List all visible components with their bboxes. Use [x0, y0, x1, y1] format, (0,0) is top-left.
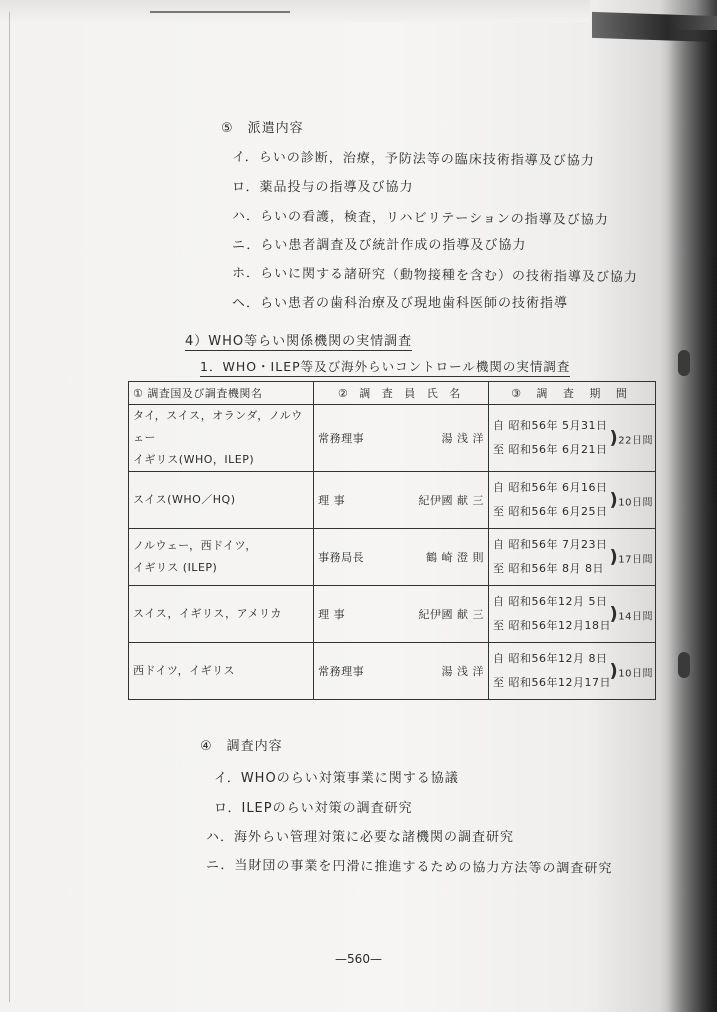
period-to: 至 昭和56年12月17日	[493, 676, 612, 689]
table-row	[129, 529, 656, 586]
country-cell	[129, 643, 314, 700]
period-to: 至 昭和56年 6月25日	[493, 505, 608, 518]
period-from: 自 昭和56年 7月23日	[493, 538, 608, 551]
country-line: スイス，イギリス，アメリカ	[133, 607, 282, 620]
period-from: 自 昭和56年 5月31日	[493, 419, 608, 432]
period-duration: )10日間	[609, 489, 653, 511]
investigator-name: 鶴 崎 澄 則	[426, 551, 485, 564]
investigator-title: 常務理事	[318, 665, 365, 678]
section-heading-contents: ④ 調査内容	[200, 739, 283, 754]
country-line: ノルウェー，西ドイツ，	[133, 539, 257, 552]
investigator-name: 紀伊國 献 三	[418, 608, 485, 621]
left-margin-rule	[9, 12, 10, 1002]
period-to: 至 昭和56年12月18日	[493, 619, 612, 632]
list-item: ロ．薬品投与の指導及び協力	[232, 180, 414, 195]
investigator-name: 紀伊國 献 三	[418, 494, 485, 507]
period-cell	[489, 405, 656, 472]
country-line: タイ，スイス，オランダ，ノルウェー	[133, 409, 303, 444]
table-header-row	[129, 382, 656, 405]
table-row	[129, 586, 656, 643]
investigator-name: 湯 浅 洋	[441, 665, 485, 678]
page-number: —560—	[335, 952, 382, 966]
list-item: ニ．らい患者調査及び統計作成の指導及び協力	[232, 238, 527, 253]
period-cell	[489, 643, 656, 700]
investigator-cell	[314, 643, 489, 700]
country-cell	[129, 405, 314, 472]
table-row	[129, 472, 656, 529]
binder-hole	[678, 350, 690, 376]
investigator-name: 湯 浅 洋	[441, 432, 485, 445]
investigator-cell	[314, 529, 489, 586]
country-line: イギリス (ILEP)	[133, 561, 218, 574]
list-item: イ．WHOのらい対策事業に関する協議	[214, 771, 459, 786]
table-row	[129, 643, 656, 700]
top-rule	[150, 11, 290, 13]
list-item: イ．らいの診断，治療，予防法等の臨床技術指導及び協力	[231, 150, 595, 169]
column-header: ③ 調 査 期 間	[489, 382, 656, 405]
list-item: ハ．海外らい管理対策に必要な諸機関の調査研究	[206, 830, 515, 845]
country-line: 西ドイツ，イギリス	[133, 664, 235, 677]
binding-shadow	[668, 30, 717, 1012]
period-to: 至 昭和56年 6月21日	[493, 443, 608, 456]
investigator-title: 事務局長	[318, 551, 365, 564]
country-cell	[129, 529, 314, 586]
period-duration: )22日間	[609, 427, 653, 449]
period-duration: )17日間	[609, 546, 653, 568]
survey-table	[128, 381, 656, 700]
investigator-title: 常務理事	[318, 432, 365, 445]
list-item: ホ．らいに関する諸研究（動物接種を含む）の技術指導及び協力	[231, 266, 639, 286]
investigator-title: 理 事	[318, 608, 346, 621]
section-heading-dispatch: ⑤ 派遣内容	[221, 121, 304, 136]
investigator-cell	[314, 405, 489, 472]
list-item: ハ．らいの看護，検査，リハビリテーションの指導及び協力	[231, 209, 609, 228]
period-from: 自 昭和56年12月 5日	[493, 595, 608, 608]
period-cell	[489, 586, 656, 643]
investigator-cell	[314, 586, 489, 643]
section-heading-survey: 4）WHO等らい関係機関の実情調査	[185, 330, 412, 351]
list-item: ニ．当財団の事業を円滑に推進するための協力方法等の調査研究	[205, 858, 613, 877]
column-header: ① 調査国及び調査機関名	[129, 382, 314, 405]
period-cell	[489, 529, 656, 586]
binder-hole	[678, 652, 690, 678]
period-duration: )10日間	[609, 660, 653, 682]
period-duration: )14日間	[609, 603, 653, 625]
country-line: イギリス(WHO，ILEP)	[133, 453, 255, 466]
country-line: スイス(WHO／HQ)	[133, 493, 236, 506]
investigator-cell	[314, 472, 489, 529]
subsection-heading: 1．WHO・ILEP等及び海外らいコントロール機関の実情調査	[200, 357, 570, 377]
period-from: 自 昭和56年 6月16日	[493, 481, 608, 494]
period-from: 自 昭和56年12月 8日	[493, 652, 608, 665]
list-item: ヘ．らい患者の歯科治療及び現地歯科医師の技術指導	[232, 296, 569, 311]
scan-top-edge	[0, 0, 590, 22]
column-header: ② 調 査 員 氏 名	[314, 382, 489, 405]
period-to: 至 昭和56年 8月 8日	[493, 562, 605, 575]
country-cell	[129, 472, 314, 529]
country-cell	[129, 586, 314, 643]
table-row	[129, 405, 656, 472]
list-item: ロ．ILEPのらい対策の調査研究	[214, 801, 413, 816]
period-cell	[489, 472, 656, 529]
investigator-title: 理 事	[318, 494, 346, 507]
